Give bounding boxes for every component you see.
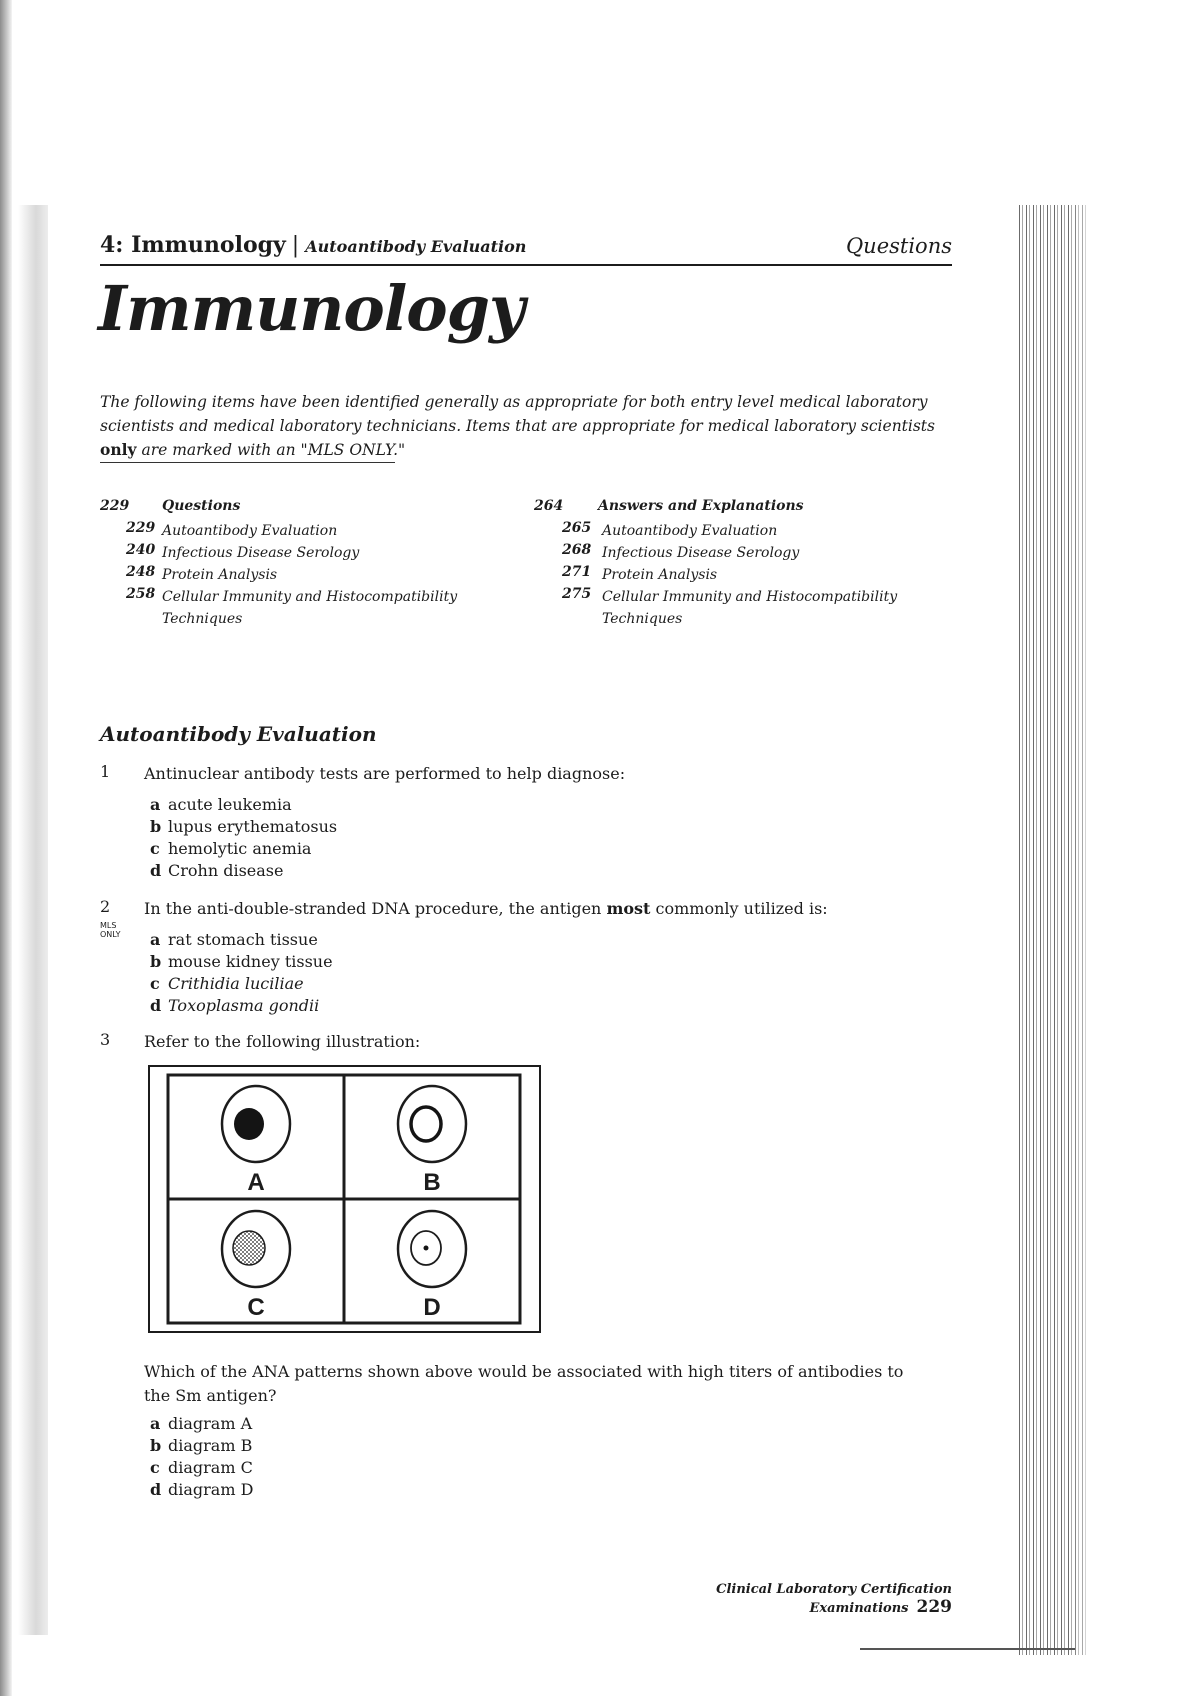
footer-book-title: Clinical Laboratory Certification Examinations [716, 1582, 952, 1616]
header-section: Autoantibody Evaluation [305, 237, 527, 256]
question-text [144, 897, 974, 921]
question-text: Refer to the following illustration: [144, 1032, 421, 1051]
toc-item-label: Autoantibody Evaluation [162, 523, 338, 539]
toc-heading [534, 498, 934, 520]
option-text: Toxoplasma gondii [168, 996, 320, 1015]
intro-text-end: are marked with an "MLS ONLY." [141, 441, 406, 459]
option-letter: c [150, 1458, 160, 1477]
toc-item [534, 520, 934, 542]
option-text: diagram C [168, 1458, 253, 1477]
question-number: 1 [100, 762, 111, 781]
intro-emphasis: only [100, 440, 137, 459]
nucleus-homogeneous [234, 1108, 264, 1140]
toc-item-page: 271 [562, 564, 592, 580]
option-letter: d [150, 861, 162, 880]
option-text: Crohn disease [168, 861, 284, 880]
toc-heading-label: Questions [162, 498, 241, 514]
book-page-edges-fade [1070, 205, 1100, 1655]
toc-answers [534, 498, 934, 630]
toc-item-label: Cellular Immunity and Histocompatibility Techniques [162, 589, 458, 627]
nucleus-speckled [233, 1231, 265, 1265]
question-number: 2 [100, 897, 111, 916]
option-letter: a [150, 1414, 161, 1433]
scan-left-edge [0, 0, 12, 1696]
option-text: rat stomach tissue [168, 930, 318, 949]
toc-item-label: Infectious Disease Serology [162, 545, 360, 561]
option-text: diagram B [168, 1436, 253, 1455]
option-text: acute leukemia [168, 795, 292, 814]
toc-item-label: Infectious Disease Serology [602, 545, 800, 561]
question-text-end: commonly utilized is: [655, 899, 828, 918]
option-letter: a [150, 930, 161, 949]
toc-item [534, 586, 934, 630]
toc-item [100, 586, 500, 630]
question-text: Antinuclear antibody tests are performed to help diagnose: [144, 764, 626, 783]
running-header [100, 228, 952, 266]
mls-only-badge [100, 921, 121, 939]
option-text: mouse kidney tissue [168, 952, 333, 971]
option-text: diagram D [168, 1480, 254, 1499]
cell-outline [398, 1086, 466, 1162]
option-letter: d [150, 996, 162, 1015]
header-chapter: 4: Immunology [100, 232, 286, 258]
toc-item-label: Protein Analysis [162, 567, 278, 583]
option-letter: b [150, 817, 162, 836]
toc-heading [100, 498, 500, 520]
toc-item [534, 564, 934, 586]
pattern-cell-d [398, 1211, 466, 1321]
footer-page-number: 229 [916, 1597, 952, 1617]
option-letter: a [150, 795, 161, 814]
question-text: Which of the ANA patterns shown above would be associated with high titers of antibodies to the Sm antigen? [144, 1362, 904, 1405]
option-text: lupus erythematosus [168, 817, 338, 836]
toc-questions [100, 498, 500, 630]
header-chapter-group [100, 232, 526, 258]
question-number: 3 [100, 1030, 111, 1049]
toc-item-page: 275 [562, 586, 592, 602]
option-text: Crithidia luciliae [168, 974, 304, 993]
toc-item-page: 265 [562, 520, 592, 536]
option-letter: c [150, 974, 160, 993]
pattern-cell-b [398, 1086, 466, 1196]
book-bottom-edge [860, 1648, 1075, 1650]
toc-item-page: 229 [126, 520, 156, 536]
question-text-start: In the anti-double-stranded DNA procedure, the antigen [144, 899, 602, 918]
page-title: Immunology [98, 272, 524, 345]
diagram-label-b: B [423, 1169, 441, 1196]
diagram-label-c: C [247, 1294, 265, 1321]
nucleus-dot [424, 1246, 429, 1251]
option-text: diagram A [168, 1414, 253, 1433]
toc-heading-page: 229 [100, 498, 130, 514]
diagram-label-d: D [423, 1294, 441, 1321]
toc-item [100, 564, 500, 586]
header-questions-label: Questions [845, 234, 952, 258]
toc-item [100, 520, 500, 542]
option-letter: b [150, 1436, 162, 1455]
mls-label: MLS [100, 921, 117, 930]
option-text: hemolytic anemia [168, 839, 312, 858]
toc-item [534, 542, 934, 564]
toc-item-page: 258 [126, 586, 156, 602]
toc-item-page: 240 [126, 542, 156, 558]
toc-heading-label: Answers and Explanations [598, 498, 804, 514]
ana-pattern-diagram [148, 1065, 541, 1333]
cell-outline [398, 1211, 466, 1287]
nucleus-rim [411, 1107, 441, 1141]
pattern-cell-a [222, 1086, 290, 1196]
toc-item-label: Cellular Immunity and Histocompatibility Techniques [602, 589, 898, 627]
section-title: Autoantibody Evaluation [100, 722, 377, 746]
toc-item-page: 248 [126, 564, 156, 580]
diagram-label-a: A [247, 1169, 265, 1196]
toc-heading-page: 264 [534, 498, 564, 514]
toc-item-label: Autoantibody Evaluation [602, 523, 778, 539]
toc-item-label: Protein Analysis [602, 567, 718, 583]
option-letter: d [150, 1480, 162, 1499]
toc-item-page: 268 [562, 542, 592, 558]
header-separator: | [291, 233, 300, 258]
intro-underline [100, 462, 395, 463]
option-letter: b [150, 952, 162, 971]
option-letter: c [150, 839, 160, 858]
page-footer [572, 1582, 952, 1617]
intro-text: The following items have been identified generally as appropriate for both entry level medical laboratory scientists and medical laboratory technicians. Items that are appropriate for medical laboratory scientists [100, 393, 935, 435]
question-text-emphasis: most [606, 899, 651, 918]
pattern-cell-c [222, 1211, 290, 1321]
toc-item [100, 542, 500, 564]
intro-paragraph [100, 390, 960, 462]
only-label: ONLY [100, 930, 121, 939]
